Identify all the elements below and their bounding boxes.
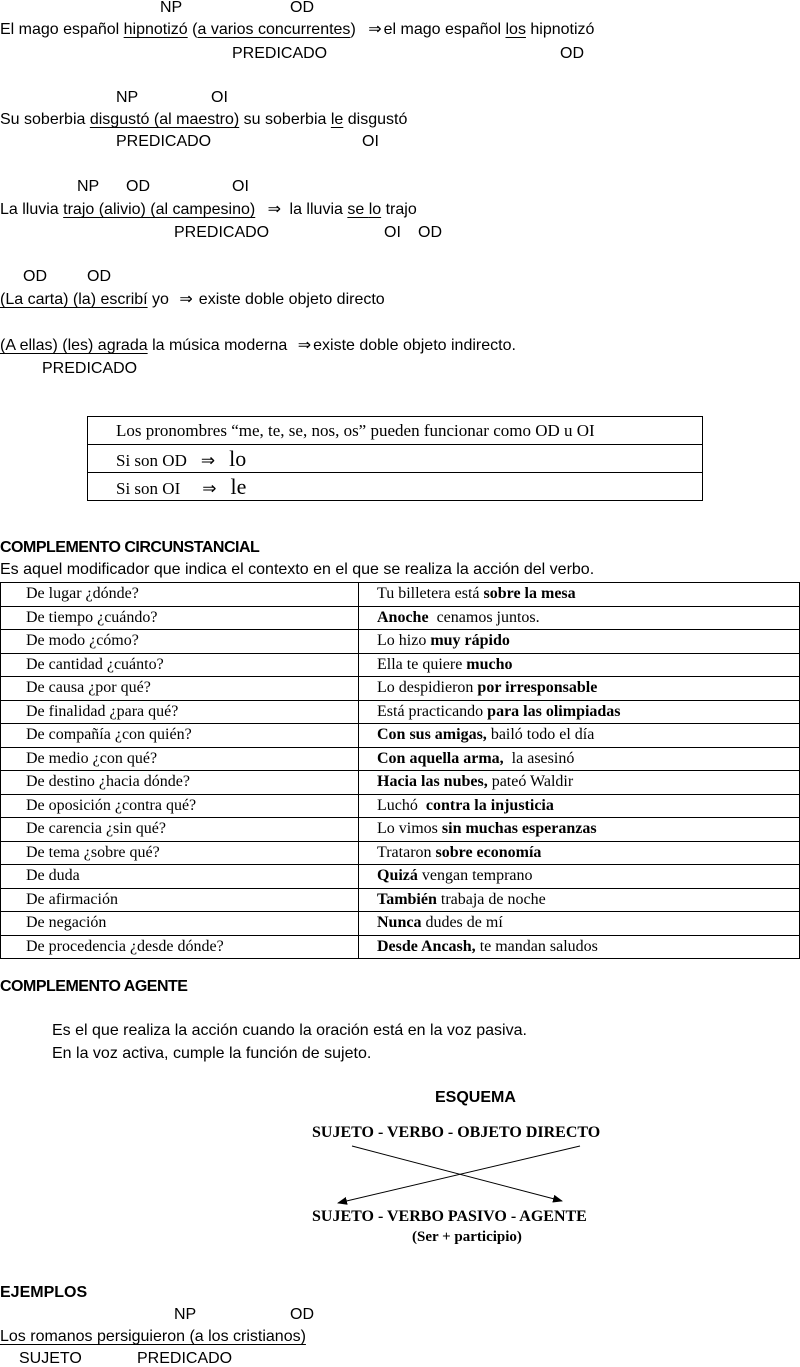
cc-type: De procedencia ¿desde dónde? bbox=[1, 935, 359, 959]
cc-text: Ella te quiere bbox=[377, 655, 467, 673]
label: Si son OD bbox=[116, 450, 187, 470]
cc-text: Trataron bbox=[377, 843, 436, 861]
section-title-agent: COMPLEMENTO AGENTE bbox=[0, 978, 188, 995]
note-text: existe doble objeto directo bbox=[198, 291, 385, 308]
cc-highlight: muy rápido bbox=[430, 632, 510, 650]
cc-text: Lo vimos bbox=[377, 820, 442, 838]
cc-text: te mandan saludos bbox=[475, 937, 598, 955]
text: el mago español bbox=[383, 21, 506, 38]
cc-text: cenamos juntos. bbox=[428, 608, 540, 626]
scheme-bottom: SUJETO - VERBO PASIVO - AGENTE bbox=[312, 1208, 587, 1225]
underlined-pronoun: le bbox=[330, 111, 344, 128]
arrow-icon: ⇒ bbox=[202, 478, 217, 498]
text: la música moderna bbox=[147, 337, 288, 354]
scheme-note: (Ser + participio) bbox=[412, 1229, 522, 1245]
oi-label: OI bbox=[232, 178, 249, 195]
cc-type: De tema ¿sobre qué? bbox=[1, 841, 359, 865]
cc-highlight: Desde Ancash, bbox=[377, 937, 476, 955]
underlined-object: a varios concurrentes bbox=[197, 21, 351, 38]
cc-highlight: mucho bbox=[466, 655, 513, 673]
underlined-phrase: (La carta) (la) escribí bbox=[0, 291, 148, 308]
np-label: NP bbox=[174, 1306, 197, 1323]
cc-type: De destino ¿hacia dónde? bbox=[1, 771, 359, 795]
underlined-verb: disgustó (al maestro) bbox=[89, 111, 240, 128]
text: hipnotizó bbox=[525, 21, 595, 38]
predicado-label: PREDICADO bbox=[116, 133, 212, 150]
scheme-title: ESQUEMA bbox=[435, 1089, 516, 1106]
section-title-examples: EJEMPLOS bbox=[0, 1284, 88, 1301]
text: disgustó bbox=[343, 111, 408, 128]
arrow-icon: ⇒ bbox=[179, 291, 193, 308]
underlined-verb: trajo (alivio) (al campesino) bbox=[63, 201, 256, 218]
arrow-icon: ⇒ bbox=[368, 21, 382, 38]
sujeto-label: SUJETO bbox=[19, 1350, 82, 1367]
cc-highlight: contra la injusticia bbox=[425, 796, 554, 814]
text: trajo bbox=[381, 201, 417, 218]
text: ) bbox=[350, 21, 356, 38]
od-label: OD bbox=[560, 45, 584, 62]
cc-highlight: sobre economía bbox=[435, 843, 542, 861]
example-sentence-final: Los romanos persiguieron (a los cristianos) bbox=[0, 1328, 306, 1345]
cc-highlight: Con aquella arma, bbox=[377, 749, 504, 767]
arrow-icon: ⇒ bbox=[200, 450, 216, 470]
underlined-verb: hipnotizó bbox=[123, 21, 188, 38]
cc-type: De oposición ¿contra qué? bbox=[1, 794, 359, 818]
od-label: OD bbox=[290, 0, 314, 16]
cc-text: Lo hizo bbox=[377, 632, 431, 650]
text: ( bbox=[187, 21, 198, 38]
cc-text: la asesinó bbox=[503, 749, 575, 767]
cc-highlight: Con sus amigas, bbox=[377, 726, 487, 744]
cc-highlight: Nunca bbox=[377, 914, 422, 932]
text: Su soberbia bbox=[0, 111, 90, 128]
agent-definition-1: Es el que realiza la acción cuando la oración está en la voz pasiva. bbox=[52, 1022, 527, 1039]
section-title-cc: COMPLEMENTO CIRCUNSTANCIAL bbox=[0, 539, 260, 556]
cc-highlight: También bbox=[377, 890, 437, 908]
cc-type: De cantidad ¿cuánto? bbox=[1, 653, 359, 677]
text: La lluvia bbox=[0, 201, 64, 218]
underlined-phrase: (A ellas) (les) agrada bbox=[0, 337, 148, 354]
predicado-label: PREDICADO bbox=[137, 1350, 233, 1367]
od-label: OD bbox=[418, 224, 442, 241]
cc-type: De carencia ¿sin qué? bbox=[1, 818, 359, 842]
cc-type: De compañía ¿con quién? bbox=[1, 724, 359, 748]
cc-text: dudes de mí bbox=[421, 914, 503, 932]
text: su soberbia bbox=[239, 111, 331, 128]
cc-text: Está practicando bbox=[377, 702, 488, 720]
scheme-top: SUJETO - VERBO - OBJETO DIRECTO bbox=[312, 1124, 601, 1141]
od-label: OD bbox=[87, 268, 111, 285]
cc-text: trabaja de noche bbox=[436, 890, 546, 908]
cc-text: Lo despidieron bbox=[377, 679, 478, 697]
oi-label: OI bbox=[384, 224, 401, 241]
cc-type: De duda bbox=[1, 865, 359, 889]
od-label: OD bbox=[290, 1306, 314, 1323]
label: Si son OI bbox=[116, 478, 181, 498]
cc-text: bailó todo el día bbox=[486, 726, 595, 744]
cc-highlight: por irresponsable bbox=[477, 679, 598, 697]
oi-label: OI bbox=[362, 133, 379, 150]
cc-text: pateó Waldir bbox=[487, 773, 574, 791]
cc-type: De tiempo ¿cuándo? bbox=[1, 606, 359, 630]
text: la lluvia bbox=[289, 201, 348, 218]
pronouns-header: Los pronombres “me, te, se, nos, os” pueden funcionar como OD u OI bbox=[88, 417, 703, 445]
np-label: NP bbox=[77, 178, 100, 195]
np-label: NP bbox=[160, 0, 183, 16]
predicado-label: PREDICADO bbox=[232, 45, 328, 62]
cc-highlight: Anoche bbox=[377, 608, 429, 626]
cc-type: De modo ¿cómo? bbox=[1, 630, 359, 654]
pronoun-value: le bbox=[230, 473, 247, 499]
cc-type: De finalidad ¿para qué? bbox=[1, 700, 359, 724]
predicado-label: PREDICADO bbox=[174, 224, 270, 241]
od-label: OD bbox=[23, 268, 47, 285]
pronoun-value: lo bbox=[229, 445, 247, 471]
cc-text: vengan temprano bbox=[417, 867, 533, 885]
arrow-icon: ⇒ bbox=[267, 201, 282, 218]
text: El mago español bbox=[0, 21, 124, 38]
cc-highlight: sobre la mesa bbox=[483, 585, 576, 603]
text: yo bbox=[147, 291, 169, 308]
cc-text: Tu billetera está bbox=[377, 585, 484, 603]
cc-definition: Es aquel modificador que indica el contexto en el que se realiza la acción del verbo. bbox=[0, 561, 595, 578]
cc-type: De medio ¿con qué? bbox=[1, 747, 359, 771]
np-label: NP bbox=[116, 89, 139, 106]
od-label: OD bbox=[126, 178, 150, 195]
cc-type: De negación bbox=[1, 912, 359, 936]
oi-label: OI bbox=[211, 89, 228, 106]
cc-highlight: Quizá bbox=[377, 867, 418, 885]
agent-definition-2: En la voz activa, cumple la función de sujeto. bbox=[52, 1045, 372, 1062]
cc-highlight: para las olimpiadas bbox=[487, 702, 621, 720]
underlined-pronoun: se bbox=[347, 201, 369, 218]
cc-text: Luchó bbox=[377, 796, 426, 814]
arrow-icon: ⇒ bbox=[297, 337, 312, 354]
cc-highlight: Hacia las nubes, bbox=[377, 773, 488, 791]
cc-highlight: sin muchas esperanzas bbox=[441, 820, 597, 838]
underlined-pronoun: lo bbox=[368, 201, 382, 218]
cc-type: De causa ¿por qué? bbox=[1, 677, 359, 701]
underlined-pronoun: los bbox=[505, 21, 526, 38]
predicado-label: PREDICADO bbox=[42, 360, 138, 377]
cc-type: De lugar ¿dónde? bbox=[1, 583, 359, 607]
cc-type: De afirmación bbox=[1, 888, 359, 912]
note-text: existe doble objeto indirecto. bbox=[313, 337, 516, 354]
